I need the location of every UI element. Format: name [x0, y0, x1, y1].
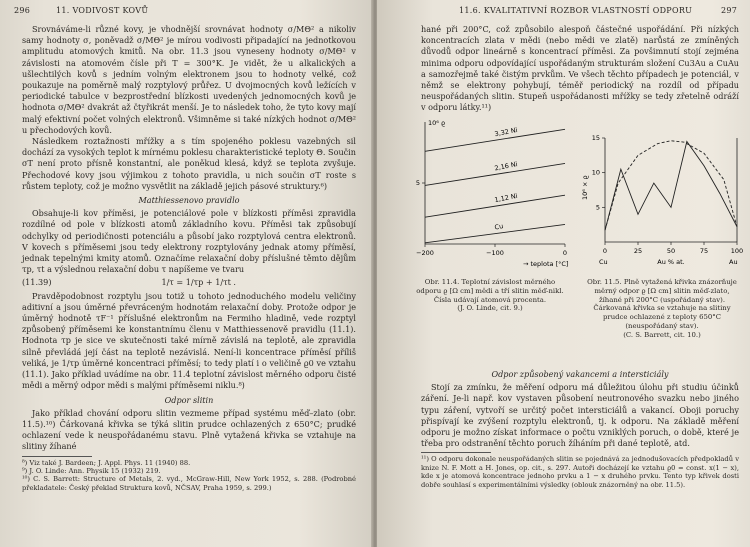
left-page-number: 296: [14, 6, 31, 15]
figure-11-5-caption: Obr. 11.5. Plně vytažená křivka znázorňuje měrný odpor ϱ [Ω cm] slitin měď-zlato, žíhané při 200°C (uspořádaný stav). Čárkovaná křivka se vztahuje na slitiny prudce ochlazené z teploty 650°C (neuspořádaný stav). (C. S. Barrett, cit. 10.): [587, 278, 737, 339]
footnote: ¹⁰) C. S. Barrett: Structure of Metals, 2. vyd., McGraw-Hill, New York 1952, s. 288. (Podrobné překladatele: Český překlad Struktura kovů, NČSAV, Praha 1959, s. 299.): [22, 475, 356, 492]
figure-11-4-caption: Obr. 11.4. Teplotní závislost měrného odporu ϱ [Ω cm] mědi a tří slitin měď-nikl. Čísla udávají atomová procenta. (J. O. Linde, cit. 9.): [416, 278, 564, 313]
footnote: ¹¹) O odporu dokonale neuspořádaných slitin se pojednává za jednodušovacích předpokladů v knize N. F. Mott a H. Jones, op. cit., s. 297. Autoři docházejí ke vztahu ϱ0 = const. x(1 − x), kde x je atomová koncentrace jednoho prvku a 1 − x druhého prvku. Tento typ křivek dosti dobře souhlasí s experimentálními výsledky (oblouk znázorněný na obr. 11.5).: [421, 455, 739, 489]
left-paragraph: Obsahuje-li kov příměsi, je potenciálové pole v blízkosti příměsi zpravidla rozdílné od pole v blízkosti atomů základního kovu. Příměsi tak způsobují odchylky od periodičnosti potenciálu a působí jako rozptylová centra elektronů. V kovech s příměsemi jsou tedy elektrony rozptylovány jednak atomy příměsí, jednak tepelnými kmity atomů. Označíme relaxační doby příslušné těmto dějům τp, τt a výslednou relaxační dobu τ napíšeme ve tvaru: [22, 208, 356, 275]
x-end-label-cu: Cu: [599, 258, 608, 266]
right-page-number: 297: [721, 6, 738, 15]
left-paragraph: Jako příklad chování odporu slitin vezmeme případ systému měď–zlato (obr. 11.5).¹⁰) Čárkovaná křivka se týká slitin prudce ochlazených z 650°C; prudké ochlazení vede k neuspořádanému stavu. Plně vytažená křivka se vztahuje na slitiny žíhané: [22, 407, 356, 452]
x-tick-label: −100: [486, 249, 504, 257]
right-intro-text: [421, 24, 739, 114]
left-body: [22, 24, 356, 492]
y-tick-label: 5: [595, 203, 600, 212]
y-axis-label: 10⁶ ϱ: [428, 119, 446, 127]
y-axis-label: 10⁶ × ϱ: [581, 175, 589, 200]
x-tick-label: 0: [602, 247, 608, 255]
y-tick-label: 10: [591, 168, 600, 177]
series-label: Cu: [493, 222, 504, 232]
x-tick-label: −200: [416, 249, 434, 257]
y-tick-label: 15: [591, 134, 600, 142]
series-solid-curve: [605, 141, 737, 230]
equation-11-39: [22, 277, 356, 288]
section-title-odpor-slitin: Odpor slitin: [164, 394, 214, 405]
equation-body: 1/τ = 1/τp + 1/τt .: [161, 277, 236, 288]
x-tick-label: 0: [562, 249, 568, 257]
figure-11-5-chart: [579, 130, 747, 272]
left-page: [0, 0, 373, 547]
equation-number: (11.39): [22, 277, 52, 288]
footnote: ⁸) Viz také J. Bardeen; J. Appl. Phys. 11 (1940) 88.: [22, 458, 191, 467]
y-tick-label: 5: [415, 179, 420, 187]
footnote-rule: [22, 456, 92, 457]
right-page: [377, 0, 750, 547]
figure-11-4-chart: [407, 112, 575, 272]
x-tick-label: 50: [666, 247, 676, 255]
left-running-header: 11. VODIVOST KOVŮ: [56, 6, 149, 15]
x-end-label-au: Au: [729, 258, 738, 266]
right-paragraph: Stojí za zmínku, že měření odporu má důležitou úlohu při studiu účinků záření. Je-li např. kov vystaven působení neutronového svazku nebo jiného typu záření, vytvoří se určitý počet intersticiálů a vakancí. Oboji poruchy přispívají ke zvýšení rozptylu elektronů, tj. k odporu. Na základě měření odporu je možno získat informace o počtu vzniklých poruch, o době, které je třeba pro odstranění těchto poruch žíháním při dané teplotě, atd.: [421, 382, 739, 449]
series-dashed-curve: [605, 141, 737, 230]
x-tick-label: 100: [730, 247, 744, 255]
x-tick-label: 25: [633, 247, 643, 255]
series-label: 3,32 Ni: [493, 125, 519, 139]
series-label: 2,16 Ni: [493, 160, 519, 173]
footnote-rule: [421, 452, 491, 453]
section-title-matthiessen: Matthiessenovo pravidlo: [138, 195, 240, 206]
section-title-vakance: Odpor způsobený vakancemi a intersticiály: [491, 369, 669, 379]
right-running-header: 11.6. KVALITATIVNÍ ROZBOR VLASTNOSTÍ ODPORU: [459, 6, 693, 15]
left-paragraph: Následkem roztažnosti mřížky a s tím spojeného poklesu vazebných sil dochází za vysokých teplot k mírnému poklesu charakteristické teploty Θ. Součin σT není proto přísně konstantní, ale poněkud klesá, když se teplota zvyšuje. Přechodové kovy jsou výjimkou z tohoto pravidla, u nich součin σT roste s růstem teploty, což je možno vysvětlit na základě jejich pásové struktury.⁶): [22, 136, 356, 191]
x-tick-label: 75: [699, 247, 709, 255]
x-axis-label: Au % at.: [657, 258, 685, 266]
left-paragraph: Srovnáváme-li různé kovy, je vhodnější srovnávat hodnoty σ/MΘ² a nikoliv samy hodnoty σ, poněvadž σ/MΘ² je mírou vodivosti připadající na jednotkovou amplitudu atomových kmitů. Na obr. 11.3 jsou vyneseny hodnoty σ/MΘ² v závislosti na atomovém čísle při T = 300°K. Je vidět, že u alkalických a ušlechtilých kovů s jedním volným elektronem jsou to hodnoty velké, což poukazuje na poměrně malý rozptylový průřez. U dvojmocných kovů ležících v periodické tabulce v bezprostřední blízkosti uvedených jednomocných kovů je hodnota σ/MΘ² dvakrát až čtyřikrát menší. Je to následek toho, že tyto kovy mají malý efektivní počet volných elektronů. Všimněme si také nízkých hodnot σ/MΘ² u přechodových kovů.: [22, 24, 356, 135]
right-paragraph: hané při 200°C, což způsobilo alespoň částečné uspořádání. Při nízkých koncentracích zlata v mědi (nebo mědi ve zlatě) narůstá ze zmíněných důvodů odpor lineárně s koncentrací příměsi. Za povšimnutí stojí zejména minima odporu odpovídající uspořádaným strukturám složení Cu3Au a CuAu a samozřejmě také čistým prvkům. Ve všech těchto případech je potenciál, v němž se elektrony pohybují, téměř periodický na rozdíl od případu neuspořádaných slitin. Stupeň uspořádanosti mřížky se tedy zřetelně odráží v odporu látky.¹¹): [421, 24, 739, 113]
series-label: 1,12 Ni: [493, 191, 519, 205]
footnote: ⁹) J. O. Linde: Ann. Physik 15 (1932) 219.: [22, 466, 161, 475]
left-paragraph: Pravděpodobnost rozptylu jsou totiž u tohoto jednoduchého modelu veličiny aditivní a jsou úměrné převráceným hodnotám relaxační doby. Protože odpor je úměrný hodnotě τF⁻¹ příslušné elektronům na Fermiho hladině, vede rozptyl způsobený příměsemi ke konstantnímu členu v Matthiessenově pravidlu (11.1). Hodnota τp je sice ve skutečnosti také mírně závislá na teplotě, ale zpravidla silně převládá její část na teplotě nezávislá. Není-li koncentrace příměsí příliš veliká, je 1/τp úměrné koncentraci příměsí; to tedy platí i o veličině ϱ0 ve vztahu (11.1). Jako příklad uvádíme na obr. 11.4 teplotní závislost měrného odporu čisté mědi a měrný odpor mědi s malými příměsemi niklu.⁸): [22, 290, 356, 391]
right-lower-text: [421, 366, 739, 489]
x-axis-label: → teplota [°C]: [523, 260, 569, 268]
